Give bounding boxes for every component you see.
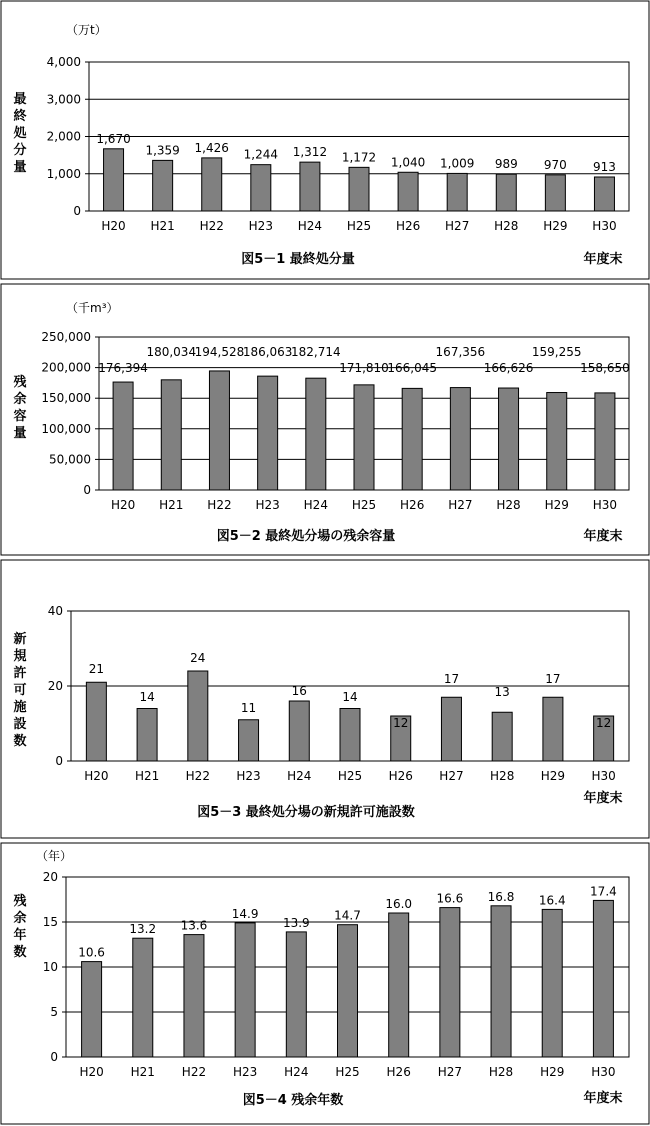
bar-H23 xyxy=(251,165,271,211)
chart-title: 図5－1 最終処分量 xyxy=(241,252,355,267)
x-tick-label: H23 xyxy=(232,1065,258,1079)
y-axis-label: 最終処分量 xyxy=(13,92,27,175)
data-label: 989 xyxy=(494,157,518,172)
y-tick-label: 4,000 xyxy=(46,55,81,69)
x-tick-label: H21 xyxy=(130,1065,155,1079)
y-tick-label: 20 xyxy=(42,870,58,884)
data-label: 913 xyxy=(593,159,616,174)
bar-H22 xyxy=(202,158,222,211)
x-tick-label: H26 xyxy=(400,498,425,512)
bar-H22 xyxy=(188,671,208,761)
data-label: 1,009 xyxy=(440,156,475,171)
x-tick-label: H29 xyxy=(543,219,568,233)
x-tick-label: H27 xyxy=(437,1065,463,1079)
data-label: 13.6 xyxy=(180,918,208,933)
data-label: 167,356 xyxy=(435,345,486,359)
data-label: 10.6 xyxy=(78,945,105,960)
data-label: 186,063 xyxy=(242,345,293,359)
bar-H30 xyxy=(593,900,613,1057)
y-tick-label: 150,000 xyxy=(41,391,91,406)
data-label: 16.4 xyxy=(538,893,566,908)
data-label: 17 xyxy=(443,672,460,686)
unit-label: （千m³） xyxy=(66,301,119,315)
y-tick-label: 1,000 xyxy=(46,166,81,181)
x-tick-label: H22 xyxy=(199,219,224,233)
x-tick-label: H25 xyxy=(346,219,372,233)
data-label: 970 xyxy=(543,157,567,172)
data-label: 182,714 xyxy=(291,345,341,359)
y-tick-label: 3,000 xyxy=(46,92,81,107)
bar-H24 xyxy=(289,701,309,761)
x-tick-label: H28 xyxy=(496,498,521,512)
chart-title: 図5－4 残余年数 xyxy=(242,1093,344,1108)
bar-H27 xyxy=(447,173,467,211)
x-tick-label: H22 xyxy=(185,769,210,783)
x-tick-label: H25 xyxy=(335,1065,360,1079)
y-tick-label: 15 xyxy=(42,915,58,929)
data-label: 16.8 xyxy=(487,889,515,904)
chart-2 xyxy=(1,284,649,555)
data-label: 166,045 xyxy=(387,361,437,375)
x-tick-label: H28 xyxy=(490,769,515,783)
y-tick-label: 40 xyxy=(47,604,63,618)
y-tick-label: 0 xyxy=(83,483,91,497)
x-tick-label: H23 xyxy=(255,498,280,512)
y-axis-label: 新規許可施設数 xyxy=(13,632,27,749)
x-tick-label: H28 xyxy=(488,1065,514,1079)
x-tick-label: H26 xyxy=(395,219,421,233)
bar-H22 xyxy=(184,935,204,1057)
x-tick-label: H29 xyxy=(540,1065,565,1079)
x-tick-label: H26 xyxy=(386,1065,411,1079)
data-label: 14 xyxy=(139,690,155,704)
x-tick-label: H27 xyxy=(439,769,464,783)
bar-H25 xyxy=(338,925,358,1057)
data-label: 21 xyxy=(88,662,105,676)
data-label: 1,040 xyxy=(390,155,426,170)
y-axis-label: 残余年数 xyxy=(13,894,27,960)
chart-1 xyxy=(1,1,649,279)
bar-H26 xyxy=(402,388,422,490)
data-label: 171,810 xyxy=(339,361,389,375)
chart-4 xyxy=(1,843,649,1124)
data-label: 14 xyxy=(342,690,358,704)
bar-H23 xyxy=(235,923,255,1057)
bar-H25 xyxy=(340,709,360,762)
y-tick-label: 2,000 xyxy=(46,129,81,144)
data-label: 176,394 xyxy=(98,361,148,375)
data-label: 1,426 xyxy=(194,140,229,155)
x-tick-label: H23 xyxy=(236,769,261,783)
bar-H28 xyxy=(491,906,511,1057)
bar-H25 xyxy=(349,167,369,211)
x-tick-label: H23 xyxy=(248,219,273,233)
data-label: 13 xyxy=(494,685,510,699)
bar-H27 xyxy=(450,388,470,490)
x-tick-label: H25 xyxy=(351,498,377,512)
unit-label: （万t） xyxy=(66,23,107,37)
x-axis-label: 年度末 xyxy=(583,529,623,544)
bar-H21 xyxy=(133,938,153,1057)
chart-3 xyxy=(1,560,649,838)
data-label: 13.9 xyxy=(282,915,310,930)
bar-H25 xyxy=(354,385,374,490)
unit-label: （年） xyxy=(36,849,73,863)
bar-H28 xyxy=(496,174,516,211)
bar-H27 xyxy=(441,697,461,761)
y-tick-label: 50,000 xyxy=(49,452,91,467)
bar-H30 xyxy=(594,177,614,211)
bar-H20 xyxy=(104,149,124,211)
bar-H29 xyxy=(543,697,563,761)
bar-H20 xyxy=(86,682,106,761)
bar-H24 xyxy=(306,378,326,490)
data-label: 1,670 xyxy=(96,131,131,146)
chart-title: 図5－3 最終処分場の新規許可施設数 xyxy=(197,805,415,820)
x-tick-label: H21 xyxy=(159,498,184,512)
x-axis-label: 年度末 xyxy=(583,1091,623,1106)
x-tick-label: H24 xyxy=(297,219,323,233)
y-tick-label: 0 xyxy=(73,204,81,218)
x-tick-label: H24 xyxy=(284,1065,309,1079)
bar-H22 xyxy=(209,371,229,490)
x-tick-label: H30 xyxy=(591,1065,616,1079)
data-label: 24 xyxy=(190,651,206,665)
x-tick-label: H26 xyxy=(388,769,413,783)
data-label: 14.9 xyxy=(231,906,259,921)
bar-H20 xyxy=(82,962,102,1057)
y-tick-label: 200,000 xyxy=(41,360,91,375)
bar-H29 xyxy=(545,175,565,211)
data-label: 194,528 xyxy=(194,345,245,359)
data-label: 13.2 xyxy=(129,922,157,937)
data-label: 12 xyxy=(393,716,409,730)
bar-H21 xyxy=(137,709,157,762)
data-label: 1,244 xyxy=(243,147,278,162)
data-label: 1,312 xyxy=(292,145,328,160)
y-tick-label: 0 xyxy=(55,754,63,768)
x-tick-label: H22 xyxy=(207,498,232,512)
x-tick-label: H30 xyxy=(592,219,617,233)
bar-H28 xyxy=(499,388,519,490)
x-tick-label: H22 xyxy=(181,1065,207,1079)
x-tick-label: H20 xyxy=(110,498,136,512)
data-label: 16.0 xyxy=(385,897,413,911)
x-tick-label: H24 xyxy=(303,498,328,512)
y-tick-label: 250,000 xyxy=(41,330,91,344)
x-tick-label: H20 xyxy=(79,1065,104,1079)
x-tick-label: H30 xyxy=(591,769,616,783)
bar-H23 xyxy=(239,720,259,761)
y-tick-label: 10 xyxy=(42,960,58,974)
data-label: 159,255 xyxy=(531,345,582,359)
data-label: 166,626 xyxy=(483,361,534,375)
bar-H23 xyxy=(258,376,278,490)
x-tick-label: H28 xyxy=(494,219,519,233)
bar-H29 xyxy=(542,909,562,1057)
bar-H24 xyxy=(286,932,306,1057)
data-label: 1,172 xyxy=(341,150,377,165)
x-tick-label: H27 xyxy=(448,498,473,512)
x-tick-label: H29 xyxy=(544,498,569,512)
y-tick-label: 20 xyxy=(47,679,63,693)
bar-H30 xyxy=(595,393,615,490)
chart-title: 図5－2 最終処分場の残余容量 xyxy=(216,529,396,544)
x-tick-label: H20 xyxy=(101,219,126,233)
data-label: 11 xyxy=(240,701,257,715)
data-label: 1,359 xyxy=(145,143,180,158)
y-tick-label: 5 xyxy=(50,1005,58,1019)
data-label: 14.7 xyxy=(334,908,361,923)
x-tick-label: H25 xyxy=(337,769,363,783)
x-tick-label: H30 xyxy=(592,498,618,512)
bar-H24 xyxy=(300,162,320,211)
x-tick-label: H29 xyxy=(540,769,566,783)
x-tick-label: H24 xyxy=(287,769,312,783)
bar-H20 xyxy=(113,382,133,490)
bar-H21 xyxy=(153,160,173,211)
data-label: 180,034 xyxy=(146,345,197,359)
x-tick-label: H21 xyxy=(150,219,175,233)
x-tick-label: H21 xyxy=(134,769,160,783)
y-tick-label: 0 xyxy=(50,1050,58,1064)
bar-H26 xyxy=(398,172,418,211)
y-tick-label: 100,000 xyxy=(41,421,91,436)
data-label: 16 xyxy=(291,684,307,698)
bar-H29 xyxy=(547,393,567,490)
data-label: 158,650 xyxy=(580,361,630,375)
bar-H26 xyxy=(389,913,409,1057)
data-label: 16.6 xyxy=(436,891,464,906)
bar-H27 xyxy=(440,908,460,1057)
x-tick-label: H20 xyxy=(84,769,109,783)
y-axis-label: 残余容量 xyxy=(13,375,27,441)
data-label: 12 xyxy=(595,716,612,730)
data-label: 17 xyxy=(545,672,561,686)
bar-H28 xyxy=(492,712,512,761)
x-axis-label: 年度末 xyxy=(583,791,623,806)
data-label: 17.4 xyxy=(590,884,617,899)
x-axis-label: 年度末 xyxy=(583,252,623,267)
x-tick-label: H27 xyxy=(445,219,470,233)
bar-H21 xyxy=(161,380,181,490)
